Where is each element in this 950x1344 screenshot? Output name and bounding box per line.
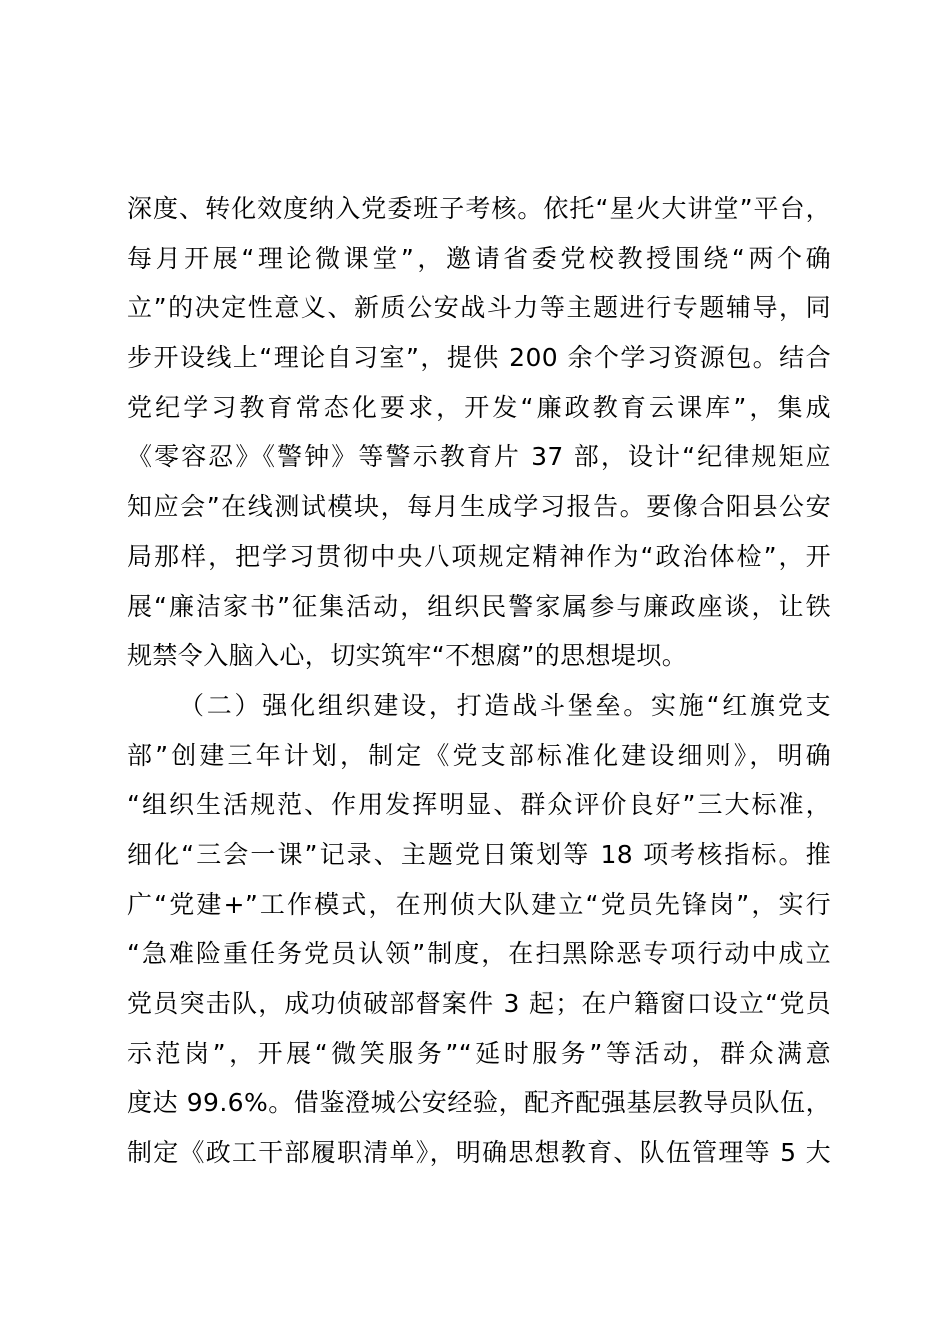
text-line: 示范岗”，开展“微笑服务”“延时服务”等活动，群众满意 <box>127 1038 831 1068</box>
text-line: 规禁令入脑入心，切实筑牢“不想腐”的思想堤坝。 <box>127 641 688 671</box>
text-line: 党纪学习教育常态化要求，开发“廉政教育云课库”，集成 <box>127 392 831 422</box>
document-body <box>127 184 831 1178</box>
text-line: 度达 99.6%。借鉴澄城公安经验，配齐配强基层教导员队伍， <box>127 1088 831 1118</box>
text-line: 党员突击队，成功侦破部督案件 3 起；在户籍窗口设立“党员 <box>127 989 831 1018</box>
text-line: “组织生活规范、作用发挥明显、群众评价良好”三大标准， <box>127 790 831 820</box>
text-line: 细化“三会一课”记录、主题党日策划等 18 项考核指标。推 <box>127 839 831 869</box>
text-line: 每月开展“理论微课堂”，邀请省委党校教授围绕“两个确 <box>127 243 831 273</box>
text-line: “急难险重任务党员认领”制度，在扫黑除恶专项行动中成立 <box>127 939 831 969</box>
section-heading-line: （二）强化组织建设，打造战斗堡垒。实施“红旗党支 <box>179 690 831 720</box>
text-line: 展“廉洁家书”征集活动，组织民警家属参与廉政座谈，让铁 <box>127 591 831 621</box>
paragraph-1 <box>127 184 831 681</box>
text-line: 立”的决定性意义、新质公安战斗力等主题进行专题辅导，同 <box>127 293 831 323</box>
text-line: 知应会”在线测试模块，每月生成学习报告。要像合阳县公安 <box>127 492 831 522</box>
paragraph-2 <box>127 681 831 1178</box>
text-line: 步开设线上“理论自习室”，提供 200 余个学习资源包。结合 <box>127 343 831 373</box>
text-line: 制定《政工干部履职清单》，明确思想教育、队伍管理等 5 大 <box>127 1138 831 1168</box>
text-line: 部”创建三年计划，制定《党支部标准化建设细则》，明确 <box>127 740 831 770</box>
text-line: 广“党建+”工作模式，在刑侦大队建立“党员先锋岗”，实行 <box>127 889 831 919</box>
text-line: 深度、转化效度纳入党委班子考核。依托“星火大讲堂”平台， <box>127 194 831 223</box>
text-line: 局那样，把学习贯彻中央八项规定精神作为“政治体检”，开 <box>127 541 831 571</box>
text-line: 《零容忍》《警钟》等警示教育片 37 部，设计“纪律规矩应 <box>127 442 831 472</box>
